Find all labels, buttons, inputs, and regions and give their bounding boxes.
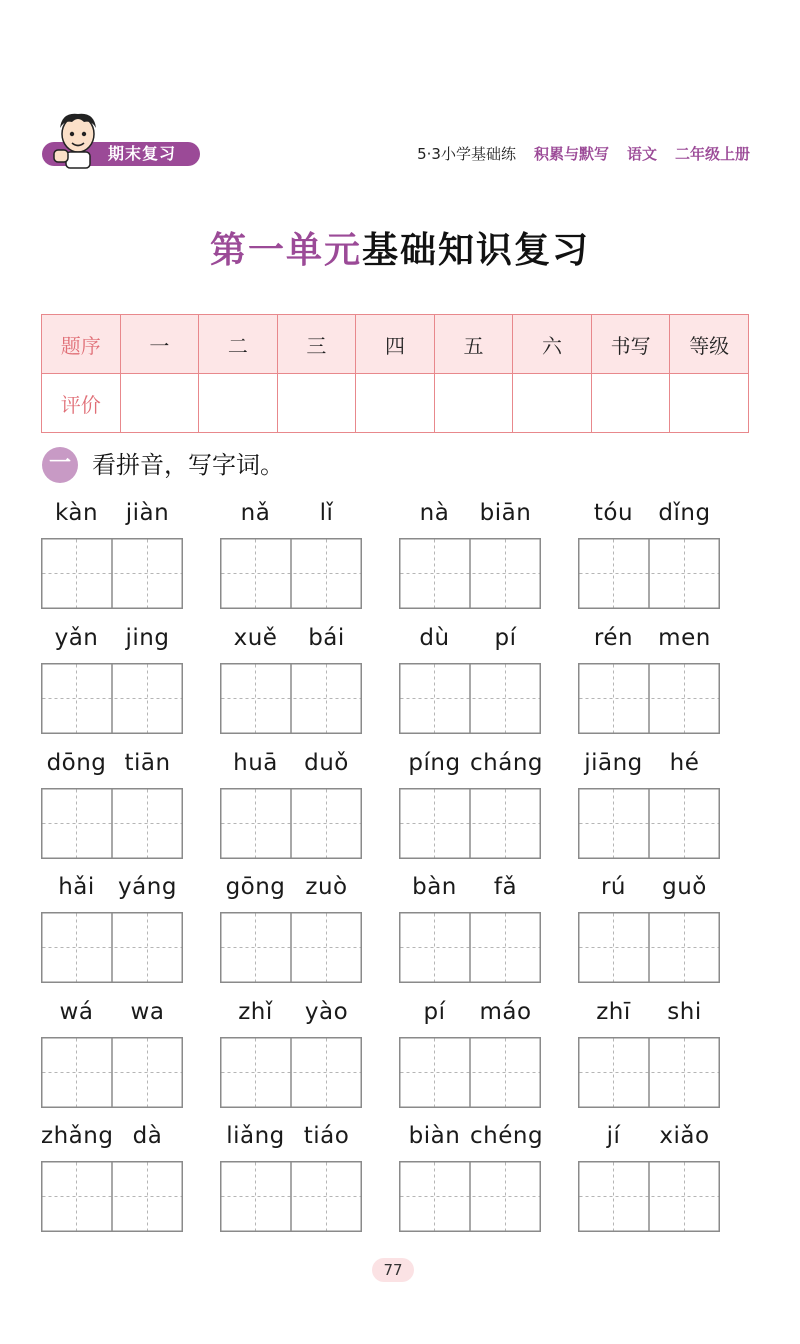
word-item [399, 997, 541, 1107]
row-label-order: 题序 [42, 315, 121, 374]
tianzige-writing-grid[interactable] [399, 663, 541, 734]
pinyin-syllable: gōng [225, 874, 286, 900]
pinyin-syllable: nǎ [240, 500, 271, 526]
pinyin-syllable: dà [132, 1123, 163, 1149]
review-badge-label: 期末复习 [108, 144, 177, 163]
pinyin-syllable: pí [494, 625, 517, 651]
pinyin-label [220, 498, 362, 532]
pinyin-syllable: hǎi [58, 874, 95, 900]
pinyin-syllable: jiāng [584, 750, 643, 776]
pinyin-syllable: jiàn [125, 500, 170, 526]
pinyin-syllable: men [658, 625, 711, 651]
word-item [220, 748, 362, 858]
tianzige-writing-grid[interactable] [220, 788, 362, 859]
tianzige-writing-grid[interactable] [399, 912, 541, 983]
pinyin-label [41, 1121, 183, 1155]
pinyin-label [220, 623, 362, 657]
row-label-evaluation: 评价 [42, 374, 121, 433]
pinyin-syllable: nà [419, 500, 450, 526]
tianzige-writing-grid[interactable] [41, 912, 183, 983]
column-header: 书写 [591, 315, 670, 374]
word-item [578, 1121, 720, 1231]
word-item [41, 623, 183, 733]
tianzige-writing-grid[interactable] [220, 663, 362, 734]
page-number: 77 [372, 1258, 414, 1282]
unit-label: 第一单元 [209, 230, 362, 271]
pinyin-syllable: duǒ [304, 750, 349, 776]
word-item [399, 1121, 544, 1231]
tianzige-writing-grid[interactable] [220, 1161, 362, 1232]
pinyin-syllable: lǐ [319, 500, 334, 526]
pinyin-syllable: yáng [118, 874, 177, 900]
book-info [417, 143, 750, 164]
pinyin-syllable: tóu [593, 500, 634, 526]
tianzige-writing-grid[interactable] [578, 1037, 720, 1108]
pinyin-syllable: yǎn [54, 625, 99, 651]
pinyin-syllable: biān [479, 500, 532, 526]
pinyin-syllable: zhǎng [41, 1123, 114, 1149]
evaluation-cell[interactable] [434, 374, 513, 433]
pinyin-syllable: dǐng [658, 500, 711, 526]
pinyin-label [220, 872, 362, 906]
word-item [41, 997, 183, 1107]
score-table [41, 314, 749, 433]
pinyin-syllable: tiān [124, 750, 171, 776]
pinyin-syllable: bàn [412, 874, 457, 900]
pinyin-label [41, 872, 183, 906]
tianzige-writing-grid[interactable] [41, 663, 183, 734]
pinyin-syllable: bái [308, 625, 345, 651]
column-header: 二 [199, 315, 278, 374]
evaluation-cell[interactable] [199, 374, 278, 433]
pinyin-syllable: wa [130, 999, 165, 1025]
evaluation-cell[interactable] [120, 374, 199, 433]
pinyin-syllable: píng [408, 750, 461, 776]
pinyin-syllable: jí [606, 1123, 621, 1149]
column-header: 三 [277, 315, 356, 374]
word-item [399, 623, 541, 733]
pinyin-syllable: zhī [596, 999, 631, 1025]
pinyin-syllable: rén [593, 625, 634, 651]
evaluation-cell[interactable] [356, 374, 435, 433]
pinyin-label [220, 1121, 362, 1155]
tianzige-writing-grid[interactable] [399, 538, 541, 609]
pinyin-label [578, 748, 720, 782]
boy-mascot-icon [48, 108, 108, 170]
pinyin-label [578, 623, 720, 657]
word-item [220, 1121, 362, 1231]
word-item [399, 498, 541, 608]
pinyin-syllable: guǒ [662, 874, 707, 900]
pinyin-label [220, 997, 362, 1031]
tianzige-writing-grid[interactable] [578, 788, 720, 859]
word-item [220, 997, 362, 1107]
tianzige-writing-grid[interactable] [220, 1037, 362, 1108]
word-item [399, 748, 541, 858]
tianzige-writing-grid[interactable] [41, 788, 183, 859]
pinyin-syllable: dōng [46, 750, 107, 776]
word-item [578, 872, 720, 982]
tianzige-writing-grid[interactable] [399, 1037, 541, 1108]
pinyin-syllable: yào [304, 999, 349, 1025]
column-header: 一 [120, 315, 199, 374]
column-header: 六 [513, 315, 592, 374]
pinyin-label [578, 1121, 720, 1155]
word-item [399, 872, 541, 982]
pinyin-syllable: máo [479, 999, 532, 1025]
word-item [41, 748, 183, 858]
tianzige-writing-grid[interactable] [399, 1161, 541, 1232]
tianzige-writing-grid[interactable] [578, 538, 720, 609]
grade-label: 二年级上册 [674, 145, 750, 163]
pinyin-label [399, 872, 541, 906]
pinyin-syllable: dù [419, 625, 450, 651]
word-item [41, 498, 183, 608]
tianzige-writing-grid[interactable] [41, 538, 183, 609]
pinyin-syllable: chéng [470, 1123, 544, 1149]
word-item [220, 872, 362, 982]
score-table-eval-row [42, 374, 749, 433]
pinyin-syllable: rú [600, 874, 627, 900]
score-table-header-row [42, 315, 749, 374]
pinyin-syllable: zhǐ [238, 999, 273, 1025]
column-header: 五 [434, 315, 513, 374]
pinyin-label [578, 872, 720, 906]
pinyin-label [41, 748, 183, 782]
pinyin-syllable: jing [125, 625, 170, 651]
section-number-badge: 一 [42, 447, 78, 483]
column-header: 等级 [670, 315, 749, 374]
tianzige-writing-grid[interactable] [41, 1037, 183, 1108]
pinyin-label [399, 997, 541, 1031]
word-item [220, 623, 362, 733]
pinyin-label [399, 748, 541, 782]
pinyin-label [399, 498, 541, 532]
pinyin-label [41, 623, 183, 657]
pinyin-label [399, 623, 541, 657]
pinyin-syllable: shi [667, 999, 702, 1025]
tianzige-writing-grid[interactable] [41, 1161, 183, 1232]
pinyin-syllable: tiáo [303, 1123, 350, 1149]
pinyin-syllable: hé [669, 750, 700, 776]
word-item [578, 997, 720, 1107]
tianzige-writing-grid[interactable] [578, 663, 720, 734]
pinyin-label [578, 498, 720, 532]
pinyin-syllable: wá [59, 999, 94, 1025]
pinyin-label [41, 498, 183, 532]
pinyin-syllable: xuě [233, 625, 278, 651]
word-item [41, 1121, 183, 1231]
evaluation-cell[interactable] [513, 374, 592, 433]
pinyin-label [220, 748, 362, 782]
evaluation-cell[interactable] [591, 374, 670, 433]
pinyin-syllable: fǎ [493, 874, 518, 900]
subject-label: 语文 [626, 145, 657, 163]
pinyin-label [41, 997, 183, 1031]
word-item [578, 748, 720, 858]
tianzige-writing-grid[interactable] [220, 912, 362, 983]
section-instruction: 看拼音，写字词。 [92, 451, 284, 479]
pinyin-label [578, 997, 720, 1031]
tianzige-writing-grid[interactable] [578, 1161, 720, 1232]
evaluation-cell[interactable] [670, 374, 749, 433]
pinyin-syllable: cháng [470, 750, 543, 776]
page-title [0, 222, 800, 273]
book-title: 积累与默写 [533, 145, 609, 163]
word-item [578, 498, 720, 608]
review-title: 基础知识复习 [362, 230, 591, 271]
word-item [220, 498, 362, 608]
column-header: 四 [356, 315, 435, 374]
tianzige-writing-grid[interactable] [578, 912, 720, 983]
pinyin-syllable: zuò [305, 874, 348, 900]
tianzige-writing-grid[interactable] [399, 788, 541, 859]
word-item [578, 623, 720, 733]
evaluation-cell[interactable] [277, 374, 356, 433]
pinyin-syllable: huā [233, 750, 278, 776]
pinyin-syllable: xiǎo [659, 1123, 710, 1149]
page-header [0, 0, 800, 180]
pinyin-syllable: liǎng [226, 1123, 285, 1149]
pinyin-syllable: pí [423, 999, 446, 1025]
pinyin-syllable: biàn [408, 1123, 461, 1149]
pinyin-syllable: kàn [54, 500, 99, 526]
word-item [41, 872, 183, 982]
tianzige-writing-grid[interactable] [220, 538, 362, 609]
series-name: 5·3小学基础练 [417, 145, 516, 163]
pinyin-label [399, 1121, 544, 1155]
